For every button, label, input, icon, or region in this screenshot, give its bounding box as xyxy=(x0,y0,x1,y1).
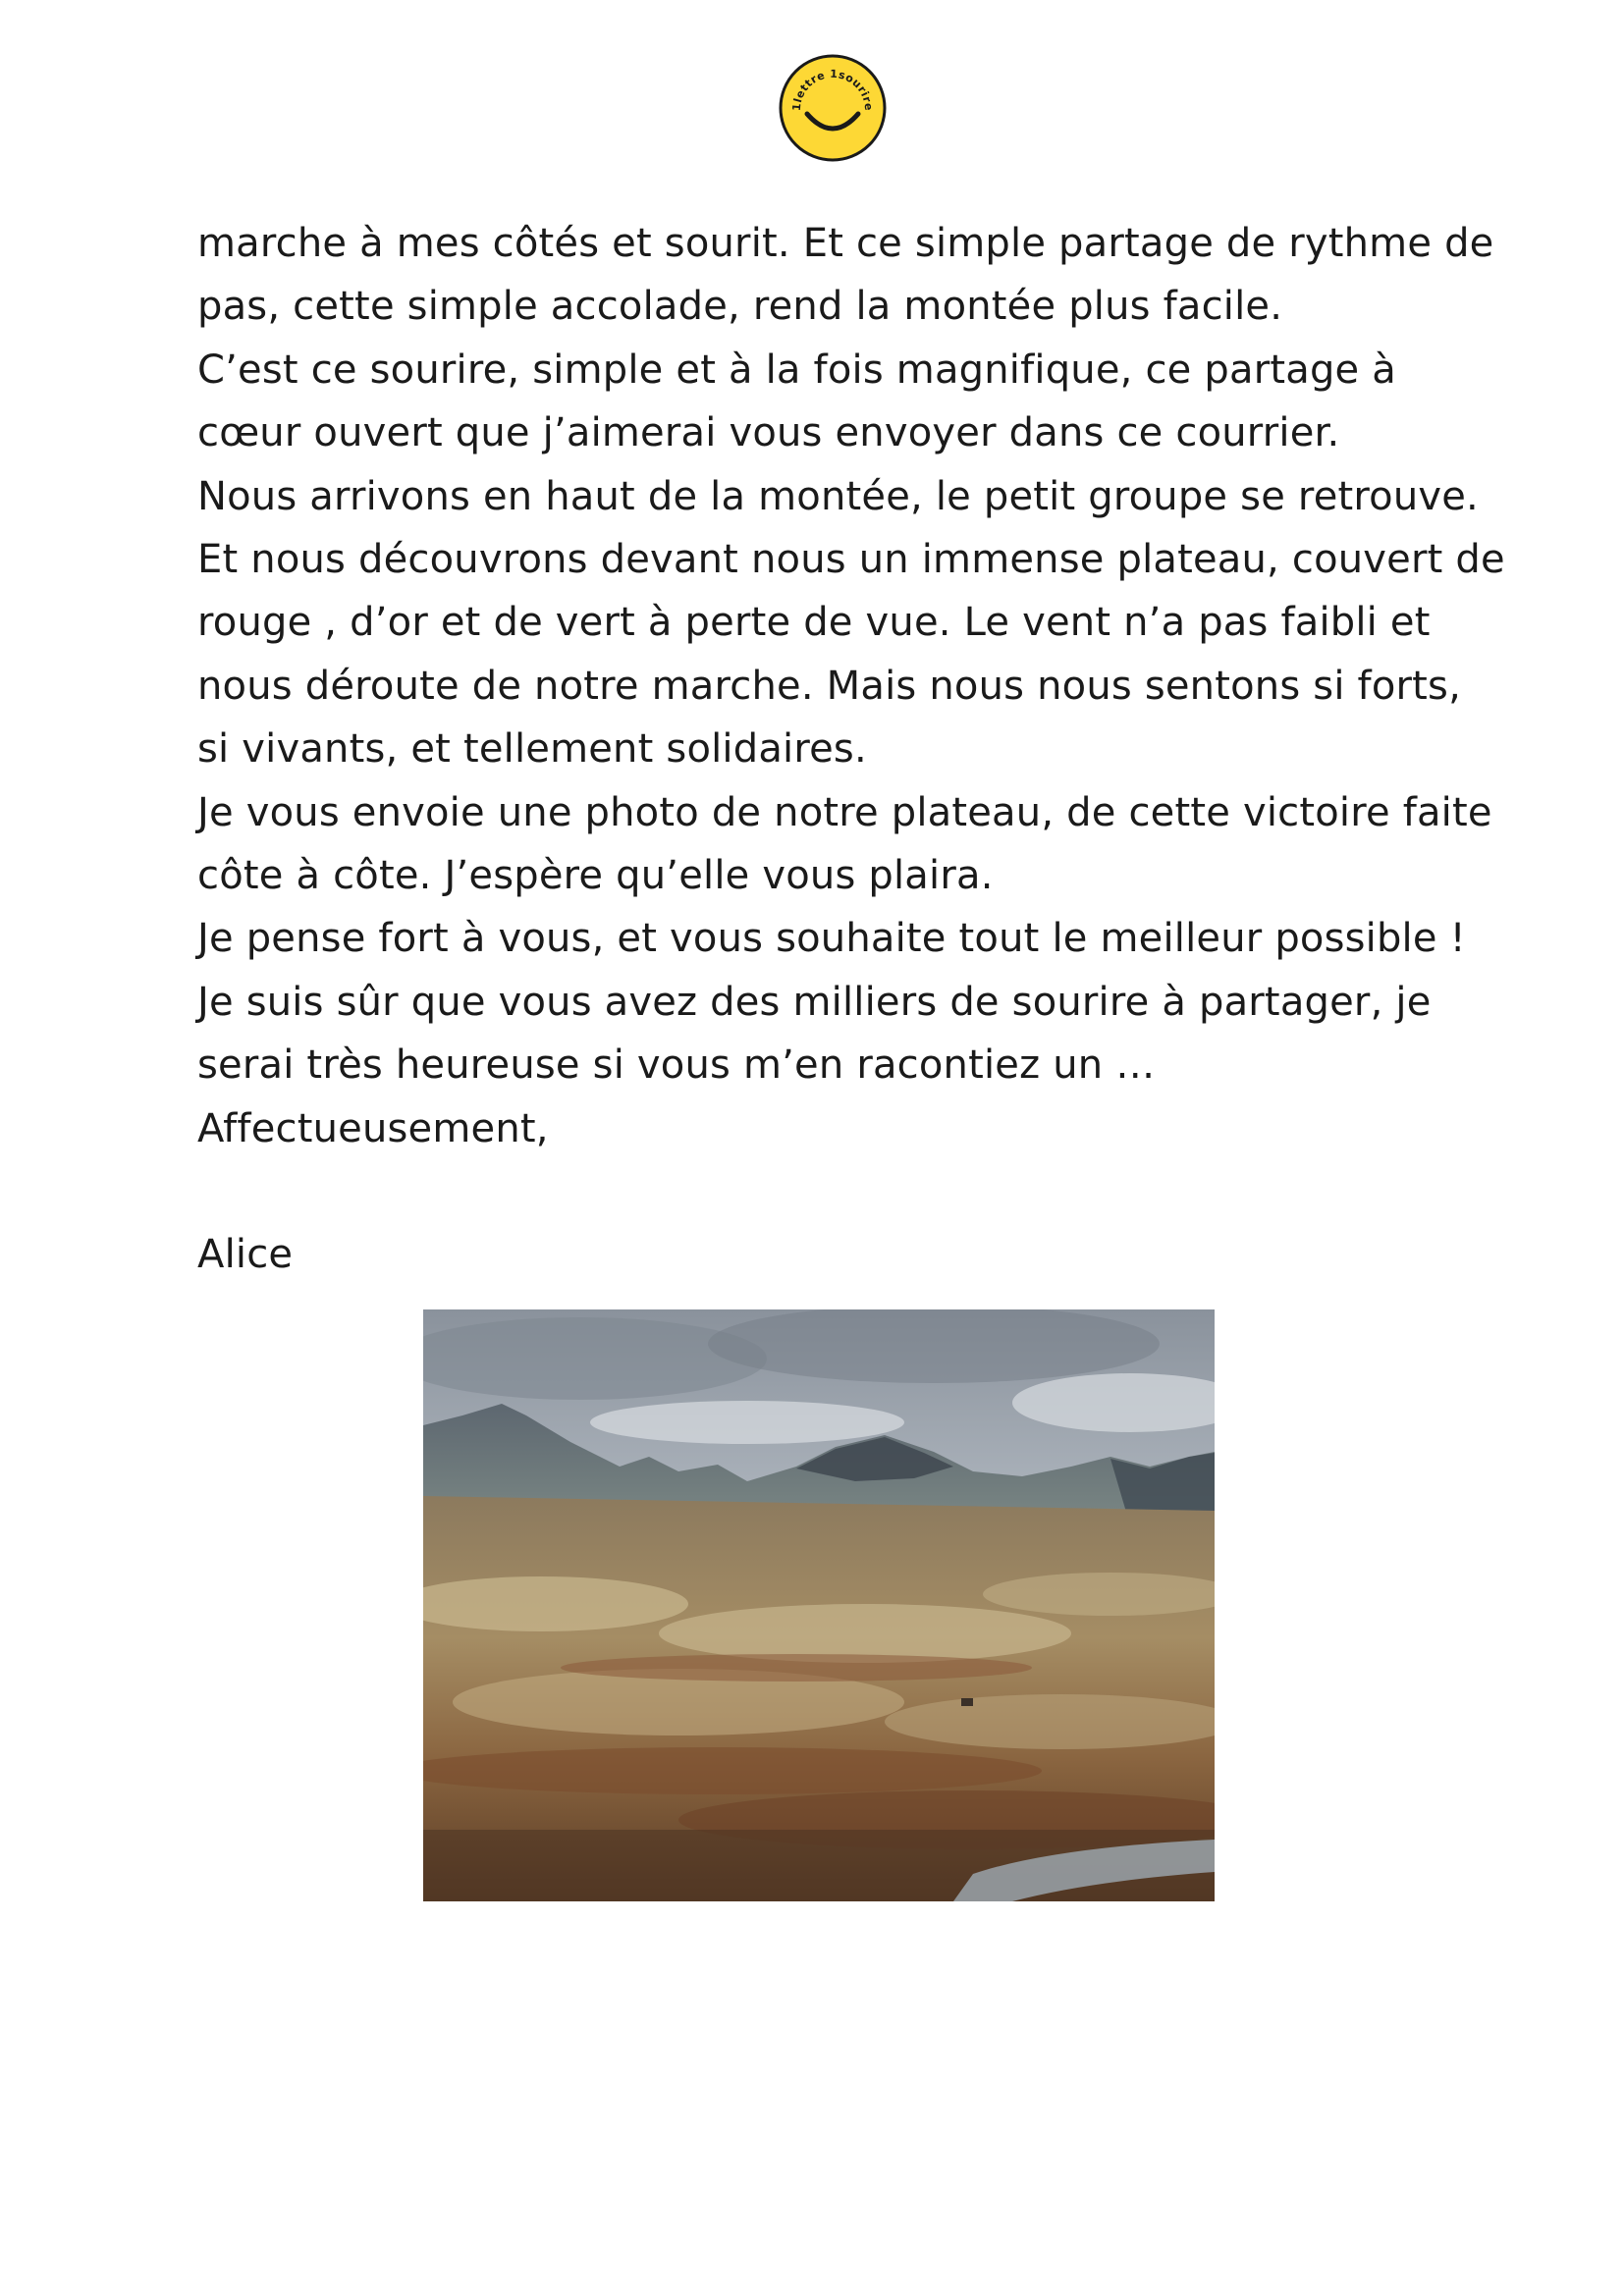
blank-line xyxy=(197,1160,1444,1223)
letter-line: Affectueusement, xyxy=(197,1105,549,1151)
letter-line: C’est ce sourire, simple et à la fois magnifique, ce partage à xyxy=(197,347,1396,393)
letter-line: Je pense fort à vous, et vous souhaite tout le meilleur possible ! xyxy=(197,916,1466,962)
logo-text: 1lettre 1sourire xyxy=(789,67,876,112)
letter-line: Nous arrivons en haut de la montée, le petit groupe se retrouve. xyxy=(197,473,1479,519)
letter-line: rouge , d’or et de vert à perte de vue. Le vent n’a pas faibli et xyxy=(197,600,1431,646)
signature: Alice xyxy=(197,1232,294,1278)
letter-line: si vivants, et tellement solidaires. xyxy=(197,726,867,773)
letter-line: serai très heureuse si vous m’en racontiez un … xyxy=(197,1042,1156,1089)
plateau-image xyxy=(423,1309,1215,1901)
letter-line: nous déroute de notre marche. Mais nous nous sentons si forts, xyxy=(197,663,1461,709)
logo-smiley xyxy=(778,53,888,163)
letter-line: Je vous envoie une photo de notre plateau, de cette victoire faite xyxy=(197,789,1492,835)
letter-line: Et nous découvrons devant nous un immense plateau, couvert de xyxy=(197,537,1505,583)
landscape-photo xyxy=(423,1309,1215,1901)
letter-line: côte à côte. J’espère qu’elle vous plaira. xyxy=(197,853,994,899)
letter-body xyxy=(197,212,1505,1287)
letter-line: Je suis sûr que vous avez des milliers de sourire à partager, je xyxy=(197,979,1432,1025)
letter-line: pas, cette simple accolade, rend la montée plus facile. xyxy=(197,284,1283,330)
smiley-icon xyxy=(778,53,888,163)
letter-line: marche à mes côtés et sourit. Et ce simple partage de rythme de xyxy=(197,221,1494,266)
letter-line: cœur ouvert que j’aimerai vous envoyer dans ce courrier. xyxy=(197,410,1340,456)
